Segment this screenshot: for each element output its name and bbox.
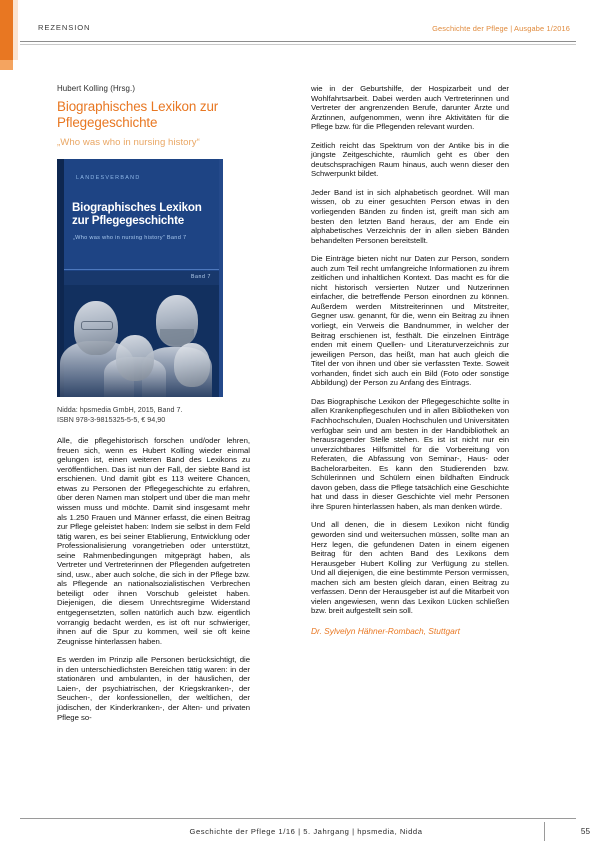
imprint-line-isbn: ISBN 978-3-9815325-5-5, € 94,90 [57,414,166,424]
cover-volume-label: Band 7 [190,274,211,280]
paragraph: Zeitlich reicht das Spektrum von der Antike bis in die jüngste Zeitgeschichte, räumlich geht es über den deutschsprachigen Raum hinaus, auch wenn dieser den Schwerpunkt bildet. [311,140,509,179]
paragraph: wie in der Geburtshilfe, der Hospizarbeit und der Wohlfahrtsarbeit. Dabei werden auch Vertreterinnen und Vertreter der angrenzenden Berufe, darunter Ärzte und Ärztinnen, aufgenommen, wenn ihre Aktivitäten für die Pflege bzw. für die Pflegenden relevant wurden. [311,84,509,132]
cover-portrait-photo [64,285,219,397]
book-editor: Hubert Kolling (Hrsg.) [57,84,136,93]
paragraph: Das Biographische Lexikon der Pflegegeschichte sollte in allen Krankenpflegeschulen und in allen Bibliotheken von Fachhochschulen, Dualen Hochschulen und Universitäten verfügbar sein und am besten in der Handbibliothek an herausragender Stelle stehen. Es ist ist nicht nur ein unverzichtbares Hilfsmittel für die Vorbereitung von Referaten, die Abfassung von Seminar-, Haus- oder Bachelorarbeiten. Es kann den Studierenden bzw. Schülerinnen und Schülern einen bildhaften Eindruck davon geben, dass die Pflege tatsächlich eine Geschichte hat und dass in dieser Geschichte viel mehr Personen ihre Spuren hinterlassen haben, als man denken würde. [311,396,509,511]
left-column [57,84,250,722]
header-rule [20,41,576,42]
footer-separator [544,822,545,841]
cover-subtitle-text: „Who was who in nursing history“ Band 7 [73,235,187,241]
section-label: REZENSION [38,23,91,32]
cover-edge [219,159,223,397]
portrait-face [116,335,154,381]
book-cover-image [57,159,223,397]
book-title: Biographisches Lexikon zur Pflegegeschichte [57,99,219,130]
cover-series-label: LANDESVERBAND [76,175,141,181]
accent-bar-orange [0,0,13,60]
header-rule-secondary [20,44,576,45]
cover-divider [64,269,219,270]
portrait-face [174,343,210,387]
page-number: 55 [580,827,590,836]
cover-title-text: Biographisches Lexikon zur Pflegegeschichte [72,201,202,228]
running-head [38,23,574,37]
footer-rule [20,818,576,819]
paragraph: Die Einträge bieten nicht nur Daten zur Person, sondern auch zum Teil recht umfangreiche Informationen zu ihrem zeitlichen und inhaltlichen Kontext. Das macht es für die nicht historisch versierten Nutzer und Nutzerinnen einfacher, die betreffende Person einordnen zu können. Außerdem werden Mitstreiterinnen und Mitstreiter, Gegner usw. genannt, für die, wenn ein Beitrag zu ihnen vorliegt, ein Verweis die Bandnummer, in welcher der Beitrag erschienen ist, festhält. Die einzelnen Einträge enden mit einem Quellen- und Literaturverzeichnis zur jeweiligen Person, das heißt, man hat auch gleich die Titel der von ihnen und über sie verfassten Texte. Soweit vorhanden, findet sich auch ein Bild (Foto oder sonstige Abbildung) der Person zu Anfang des Eintrags. [311,254,509,388]
paragraph: Alle, die pflegehistorisch forschen und/oder lehren, freuen sich, wenn es Hubert Kolling wieder einmal gelungen ist, einen weiteren Band des Lexikons zu veröffentlichen. Das ist nun der Fall, der siebte Band ist erschienen. Und damit gibt es 113 weitere Chancen, etwas zu Personen der Pflegegeschichte zu erfahren, über deren Namen man stolpert und über die man mehr wissen muss und möchte. Damit sind insgesamt mehr als 1.250 Frauen und Männer erfasst, die einen Beitrag zur Pflege geleistet haben: Indem sie selbst in dem Feld tätig waren, es bei seiner Etablierung, Entwicklung oder Professionalisierung vorangetrieben oder unterstützt, seine Rahmenbedingungen mitgeprägt haben, als Vertreter und Vertreterinnen der Pflegenden aufgetreten sind, usw., aber auch solche, die sich in der Pflege bzw. als Pflegende an nationalsozialistischen Verbrechen beteiligt oder ihnen Vorschub geleistet haben. Diejenigen, die diesem Unrechtsregime Widerstand entgegensetzten, sollen natürlich auch bzw. eigentlich vorrangig bedacht werden, es ist oft nur schwieriger, ihnen auf die Spur zu kommen, weil sie oft keine Zeugnisse hinterlassen haben. [57,436,250,646]
beard-shape [160,329,194,345]
paragraph: Es werden im Prinzip alle Personen berücksichtigt, die in den unterschiedlichsten Bereichen tätig waren: in der stationären und ambulanten, in der häuslichen, der Laien-, der psychiatrischen, der Kriegskranken-, der Seuchen-, der konfessionellen, der weltlichen, der jüdischen, der Kinderkranken-, der Alten- und privaten Pflege so- [57,655,250,722]
review-author-signature: Dr. Sylvelyn Hähner-Rombach, Stuttgart [311,625,460,636]
book-subtitle: „Who was who in nursing history“ [57,137,200,148]
page-footer [0,823,612,843]
paragraph: Jeder Band ist in sich alphabetisch geordnet. Will man wissen, ob zu einer gesuchten Person etwas in den vorliegenden Bänden zu finden ist, greift man sich am besten den letzten Band heraus, der am Ende ein alphabetisches Verzeichnis der in allen sieben Bänden behandelten Personen bereitstellt. [311,187,509,245]
journal-issue-label: Geschichte der Pflege | Ausgabe 1/2016 [432,24,570,33]
paragraph: Und all denen, die in diesem Lexikon nicht fündig geworden sind und weitersuchen müssen, sollte man an Herz legen, die gefundenen Daten in einem eigenen Beitrag für den achten Band des Lexikons dem Herausgeber Hubert Kolling zur Verfügung zu stellen. Und all diejenigen, die eine bestimmte Person vermissen, machen sich am besten gleich daran, einen Beitrag zu verfassen. Denn der Herausgeber ist auf die Mitarbeit von vielen angewiesen, wenn das Lexikon Lücken schließen bzw. breit aufgestellt sein soll. [311,520,509,616]
book-imprint [57,405,250,424]
right-column [311,84,509,636]
accent-bar-tail [0,60,13,70]
footer-citation: Geschichte der Pflege 1/16 | 5. Jahrgang | hpsmedia, Nidda [189,827,423,836]
accent-bar-pale [13,0,18,60]
glasses-icon [81,321,113,330]
imprint-line-publisher: Nidda: hpsmedia GmbH, 2015, Band 7. [57,405,183,414]
